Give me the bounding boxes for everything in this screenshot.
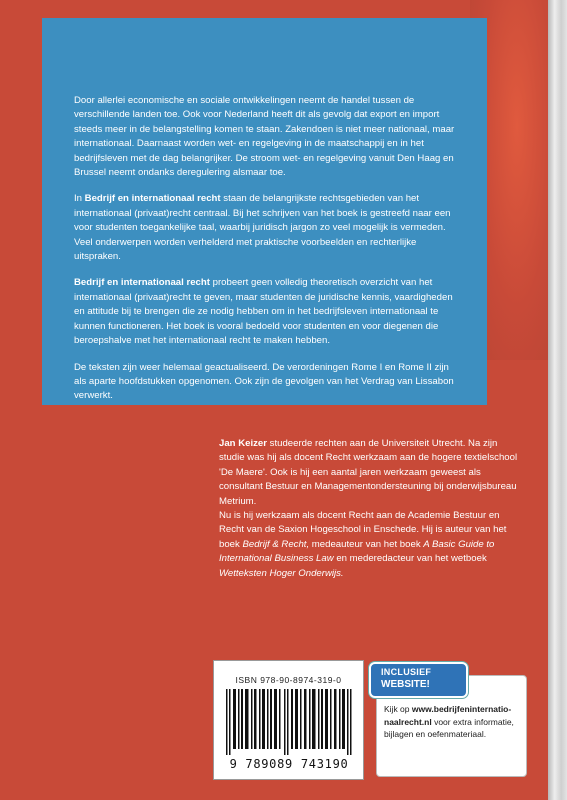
author-bio [219, 437, 519, 581]
blurb-p2-body: staan de belangrijkste rechtsgebieden van het internationaal (privaat)recht centraal. Bij het schrijven van het boek is gestreefd naar een voor studenten toegankelijke taal, waarbij juridisch jargon zo veel mogelijk is vermeden. Veel onderwerpen worden verhelderd met praktische voorbeelden en rechterlijke uitspraken. [74, 193, 451, 263]
isbn-barcode-box [213, 660, 364, 780]
author-bio-paragraph-1 [219, 437, 519, 509]
blurb-paragraph-1: Door allerlei economische en sociale ontwikkelingen neemt de handel tussen de verschillende landen toe. Ook voor Nederland heeft dit als gevolg dat export en import steeds meer in de belangstelling komen te staan. Zakendoen is niet meer nationaal, maar internationaal. Daarnaast worden wet- en regelgeving in de maatschappij en in het bedrijfsleven met de dag belangrijker. De stroom wet- en regelgeving vanuit Den Haag en Brussel neemt ondanks deregulering alsmaar toe. [74, 95, 455, 179]
author-bio-text: studeerde rechten aan de Universiteit Utrecht. Na zijn studie was hij als docent Recht werkzaam aan de hogere textielschool 'De Maere'. Ook is hij een aantal jaren werkzaam geweest als consultant Bestuur en Managementondersteuning bij onderwijsbureau Metrium. [219, 438, 518, 507]
author-bio-text: en mederedacteur van het wetboek [333, 553, 487, 565]
blurb-p3-body: probeert geen volledig theoretisch overzicht van het internationaal (privaat)recht te geven, maar studenten de juridische kennis, vaardigheden en attitude bij te brengen die ze nodig hebben om in het bedrijfsleven internationaal te kunnen functioneren. Het boek is vooral bedoeld voor studenten en voor diegenen die beroepshalve met het internationaal recht te maken hebben. [74, 277, 453, 347]
book-title-mention: Bedrijf en internationaal recht [84, 193, 221, 205]
author-name: Jan Keizer [219, 438, 267, 449]
book-reference: Wetteksten Hoger Onderwijs. [219, 567, 344, 579]
author-bio-text: Nu is hij werkzaam als docent Recht aan de Academie Bestuur en Recht van de Saxion Hogeschool in Enschede. Hij is auteur van het boek [219, 510, 507, 550]
page-edge [548, 0, 567, 800]
website-description: voor extra informatie, bijlagen en oefenmateriaal. [384, 716, 514, 739]
website-badge [369, 662, 468, 698]
blurb-paragraph-2 [74, 192, 456, 264]
isbn-label: ISBN 978-90-8974-319-0 [235, 675, 342, 685]
website-intro: Kijk op [384, 704, 412, 714]
author-bio-text: medeauteur van het boek [309, 538, 424, 550]
badge-line-2: WEBSITE! [381, 679, 430, 690]
website-box [376, 667, 527, 777]
website-url[interactable]: www.bedrijfeninternatio-naalrecht.nl [384, 704, 512, 727]
badge-line-1: INCLUSIEF [381, 667, 432, 677]
barcode-icon [226, 689, 352, 755]
isbn-number: 9 789089 743190 [229, 757, 349, 771]
website-text [384, 703, 522, 741]
book-reference: Bedrijf & Recht, [242, 538, 310, 550]
blurb-paragraph-4: De teksten zijn weer helemaal geactualiseerd. De verordeningen Rome I en Rome II zijn als aparte hoofdstukken opgenomen. Ook zijn de gevolgen van het Verdrag van Lissabon verwerkt. [74, 361, 454, 402]
blurb-paragraph-3 [74, 276, 456, 348]
book-reference: A Basic Guide to International Business Law [219, 538, 495, 565]
blurb-text [74, 94, 456, 416]
author-bio-paragraph-2 [219, 509, 519, 581]
blurb-panel [42, 18, 487, 405]
book-title-mention: Bedrijf en internationaal recht [74, 277, 210, 289]
blurb-p2-intro: In [74, 193, 85, 205]
